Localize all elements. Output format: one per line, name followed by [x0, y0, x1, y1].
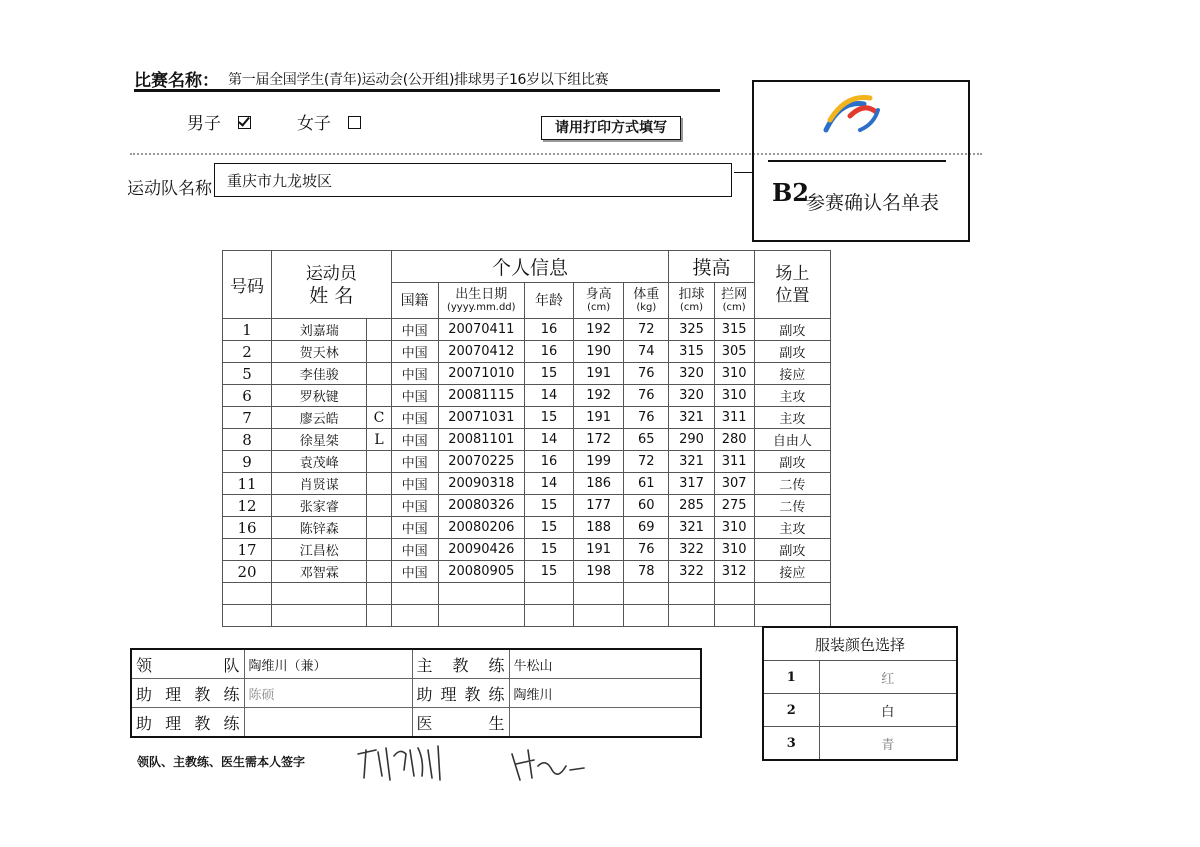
uniform-color-value: 青: [819, 727, 957, 761]
header-birth-label: 出生日期: [455, 287, 508, 302]
label-char: 主: [416, 655, 433, 675]
cell-weight: 65: [624, 429, 669, 451]
cell-role: [367, 451, 391, 473]
cell-spike: 315: [669, 341, 714, 363]
cell-height: 191: [574, 363, 624, 385]
uniform-color-table: [762, 626, 958, 761]
cell-number: 8: [223, 429, 272, 451]
uniform-color-title: 服装颜色选择: [763, 627, 957, 661]
uniform-color-row[interactable]: [763, 661, 957, 694]
cell-block: 312: [714, 561, 754, 583]
cell-block: 315: [714, 319, 754, 341]
empty-cell[interactable]: [438, 605, 524, 627]
cell-birth: 20080326: [438, 495, 524, 517]
form-id-box: [752, 80, 970, 242]
header-height: [574, 283, 624, 319]
leader-label: [131, 649, 244, 679]
uniform-color-row[interactable]: [763, 727, 957, 761]
empty-cell[interactable]: [574, 605, 624, 627]
label-char: 理: [165, 684, 182, 704]
empty-cell[interactable]: [367, 583, 391, 605]
cell-number: 16: [223, 517, 272, 539]
player-row: [223, 451, 831, 473]
cell-age: 15: [524, 517, 573, 539]
doctor-label: [412, 708, 509, 738]
cell-spike: 320: [669, 363, 714, 385]
cell-spike: 322: [669, 561, 714, 583]
cell-block: 311: [714, 407, 754, 429]
header-block-label: 拦网: [721, 287, 748, 302]
cell-weight: 61: [624, 473, 669, 495]
cell-height: 186: [574, 473, 624, 495]
cell-position: 副攻: [754, 539, 830, 561]
label-char: 领: [136, 655, 153, 675]
cell-name: 罗秋键: [272, 385, 367, 407]
cell-height: 190: [574, 341, 624, 363]
assistant1-label-text: [136, 682, 240, 705]
cell-height: 198: [574, 561, 624, 583]
cell-role: [367, 341, 391, 363]
cell-nationality: 中国: [391, 341, 438, 363]
cell-position: 接应: [754, 561, 830, 583]
team-name-label: 运动队名称: [127, 179, 212, 199]
label-char: 助: [136, 713, 153, 733]
cell-block: 310: [714, 385, 754, 407]
header-weight-unit: (kg): [636, 302, 657, 313]
cell-age: 16: [524, 341, 573, 363]
cell-number: 7: [223, 407, 272, 429]
uniform-color-body: [763, 661, 957, 761]
cell-nationality: 中国: [391, 451, 438, 473]
cell-nationality: 中国: [391, 473, 438, 495]
label-char: 练: [223, 713, 240, 733]
assistant2-label-text: [417, 682, 505, 705]
empty-cell[interactable]: [754, 583, 830, 605]
header-position: [754, 251, 830, 319]
cell-nationality: 中国: [391, 385, 438, 407]
header-block-unit: (cm): [722, 302, 746, 313]
cell-role: [367, 385, 391, 407]
cell-position: 接应: [754, 363, 830, 385]
empty-cell[interactable]: [223, 605, 272, 627]
staff-table: [130, 648, 702, 738]
cell-birth: 20070411: [438, 319, 524, 341]
signature-note: 领队、主教练、医生需本人签字: [137, 755, 306, 769]
cell-age: 16: [524, 451, 573, 473]
form-title: 参赛确认名单表: [806, 192, 940, 214]
label-char: 生: [488, 713, 505, 733]
team-name-field[interactable]: 重庆市九龙坡区: [214, 163, 732, 197]
cell-age: 14: [524, 385, 573, 407]
head-coach-label: [412, 649, 509, 679]
cell-role: [367, 319, 391, 341]
cell-birth: 20081101: [438, 429, 524, 451]
player-row: [223, 429, 831, 451]
cell-birth: 20071031: [438, 407, 524, 429]
header-athlete-line2: 姓 名: [309, 284, 354, 307]
cell-age: 14: [524, 429, 573, 451]
cell-number: 5: [223, 363, 272, 385]
header-height-unit: (cm): [587, 302, 611, 313]
cell-block: 307: [714, 473, 754, 495]
cell-position: 自由人: [754, 429, 830, 451]
empty-cell[interactable]: [669, 583, 714, 605]
label-char: 教: [464, 684, 481, 704]
player-row: [223, 561, 831, 583]
cell-birth: 20071010: [438, 363, 524, 385]
cell-name: 徐星桀: [272, 429, 367, 451]
player-row: [223, 363, 831, 385]
header-nationality: 国籍: [391, 283, 438, 319]
cell-age: 15: [524, 495, 573, 517]
competition-label: 比赛名称：: [134, 71, 219, 91]
head-coach-label-text: [417, 653, 505, 676]
cell-spike: 290: [669, 429, 714, 451]
label-char: 教: [194, 684, 211, 704]
label-char: 教: [194, 713, 211, 733]
female-checkbox-icon[interactable]: [348, 116, 361, 129]
gender-female-option[interactable]: [297, 109, 361, 134]
empty-cell[interactable]: [367, 605, 391, 627]
header-weight-label: 体重: [633, 287, 660, 302]
cell-spike: 321: [669, 451, 714, 473]
empty-cell[interactable]: [272, 583, 367, 605]
player-row: [223, 517, 831, 539]
header-position-line2: 位置: [775, 285, 810, 306]
cell-role: [367, 561, 391, 583]
assistant3-label: [131, 708, 244, 738]
cell-spike: 320: [669, 385, 714, 407]
empty-cell[interactable]: [391, 583, 438, 605]
team-connector-line: [734, 172, 752, 173]
header-weight: [624, 283, 669, 319]
handwritten-signature-icon: [352, 740, 592, 788]
cell-position: 主攻: [754, 385, 830, 407]
empty-cell[interactable]: [272, 605, 367, 627]
cell-age: 15: [524, 561, 573, 583]
cell-nationality: 中国: [391, 407, 438, 429]
cell-name: 李佳骏: [272, 363, 367, 385]
header-personal-info: 个人信息: [391, 251, 669, 283]
assistant1-label: [131, 679, 244, 708]
cell-name: 陈锌森: [272, 517, 367, 539]
cell-age: 15: [524, 363, 573, 385]
cell-block: 310: [714, 539, 754, 561]
player-row: [223, 319, 831, 341]
header-position-line1: 场上: [775, 263, 810, 284]
cell-height: 191: [574, 539, 624, 561]
header-age: 年龄: [524, 283, 573, 319]
cell-birth: 20070225: [438, 451, 524, 473]
leader-label-text: [136, 653, 240, 676]
print-instruction: 请用打印方式填写: [541, 116, 681, 140]
gender-male-label: 男子: [187, 114, 221, 134]
cell-height: 188: [574, 517, 624, 539]
cell-number: 6: [223, 385, 272, 407]
cell-weight: 78: [624, 561, 669, 583]
empty-row: [223, 605, 831, 627]
cell-name: 贺天林: [272, 341, 367, 363]
uniform-color-index: 1: [763, 661, 819, 694]
header-block: [714, 283, 754, 319]
cell-age: 16: [524, 319, 573, 341]
empty-cell[interactable]: [624, 583, 669, 605]
cell-number: 9: [223, 451, 272, 473]
label-char: 练: [488, 684, 505, 704]
empty-cell[interactable]: [624, 605, 669, 627]
label-char: 理: [440, 684, 457, 704]
header-athlete-line1: 运动员: [305, 263, 357, 284]
header-height-label: 身高: [585, 287, 612, 302]
uniform-color-value: 红: [819, 661, 957, 694]
uniform-color-index: 3: [763, 727, 819, 761]
cell-position: 副攻: [754, 341, 830, 363]
empty-cell[interactable]: [524, 605, 573, 627]
cell-position: 二传: [754, 495, 830, 517]
header-spike-unit: (cm): [679, 302, 703, 313]
cell-number: 1: [223, 319, 272, 341]
cell-weight: 76: [624, 407, 669, 429]
cell-role: C: [367, 407, 391, 429]
player-row: [223, 341, 831, 363]
cell-block: 310: [714, 517, 754, 539]
cell-number: 17: [223, 539, 272, 561]
cell-height: 191: [574, 407, 624, 429]
roster-body: [223, 319, 831, 627]
cell-name: 肖贤谋: [272, 473, 367, 495]
assistant2-label: [412, 679, 509, 708]
cell-role: [367, 363, 391, 385]
cell-role: [367, 473, 391, 495]
cell-block: 305: [714, 341, 754, 363]
cell-position: 主攻: [754, 517, 830, 539]
competition-underline: [134, 89, 720, 92]
cell-number: 20: [223, 561, 272, 583]
cell-name: 袁茂峰: [272, 451, 367, 473]
empty-cell[interactable]: [714, 583, 754, 605]
cell-weight: 72: [624, 319, 669, 341]
cell-age: 15: [524, 407, 573, 429]
cell-name: 张家睿: [272, 495, 367, 517]
cell-weight: 76: [624, 363, 669, 385]
cell-name: 邓智霖: [272, 561, 367, 583]
cell-nationality: 中国: [391, 561, 438, 583]
cell-spike: 285: [669, 495, 714, 517]
cell-nationality: 中国: [391, 319, 438, 341]
label-char: 助: [136, 684, 153, 704]
games-logo-icon: [820, 90, 884, 138]
gender-male-option[interactable]: [187, 109, 251, 134]
player-row: [223, 539, 831, 561]
label-char: 助: [416, 684, 433, 704]
cell-birth: 20080206: [438, 517, 524, 539]
cell-weight: 76: [624, 539, 669, 561]
header-number: 号码: [223, 251, 272, 319]
header-birth: [438, 283, 524, 319]
assistant3-field[interactable]: [244, 708, 412, 738]
empty-cell[interactable]: [438, 583, 524, 605]
header-spike-label: 扣球: [678, 287, 705, 302]
cell-weight: 72: [624, 451, 669, 473]
cell-position: 副攻: [754, 319, 830, 341]
assistant1-field[interactable]: 陈硕: [244, 679, 412, 708]
cell-age: 15: [524, 539, 573, 561]
cell-height: 177: [574, 495, 624, 517]
cell-block: 311: [714, 451, 754, 473]
cell-position: 副攻: [754, 451, 830, 473]
empty-cell[interactable]: [669, 605, 714, 627]
header-birth-format: (yyyy.mm.dd): [446, 302, 516, 313]
cell-name: 刘嘉瑞: [272, 319, 367, 341]
cell-height: 172: [574, 429, 624, 451]
label-char: 教: [452, 655, 469, 675]
competition-name: 第一届全国学生(青年)运动会(公开组)排球男子16岁以下组比赛: [228, 72, 609, 88]
doctor-label-text: [417, 711, 505, 734]
uniform-color-value: 白: [819, 694, 957, 727]
cell-spike: 317: [669, 473, 714, 495]
empty-cell[interactable]: [754, 605, 830, 627]
head-coach-field[interactable]: 牛松山: [509, 649, 701, 679]
empty-cell[interactable]: [714, 605, 754, 627]
cell-height: 199: [574, 451, 624, 473]
cell-number: 11: [223, 473, 272, 495]
header-athlete: [272, 251, 391, 319]
cell-birth: 20080905: [438, 561, 524, 583]
form-code: B2: [772, 178, 809, 207]
doctor-field[interactable]: [509, 708, 701, 738]
cell-number: 2: [223, 341, 272, 363]
cell-birth: 20070412: [438, 341, 524, 363]
cell-spike: 321: [669, 517, 714, 539]
player-row: [223, 407, 831, 429]
cell-role: [367, 539, 391, 561]
cell-role: [367, 517, 391, 539]
cell-name: 江昌松: [272, 539, 367, 561]
assistant2-field[interactable]: 陶维川: [509, 679, 701, 708]
cell-birth: 20090426: [438, 539, 524, 561]
leader-field[interactable]: 陶维川（兼）: [244, 649, 412, 679]
player-row: [223, 473, 831, 495]
cell-weight: 74: [624, 341, 669, 363]
cell-block: 280: [714, 429, 754, 451]
cell-birth: 20081115: [438, 385, 524, 407]
cell-block: 310: [714, 363, 754, 385]
uniform-color-index: 2: [763, 694, 819, 727]
empty-cell[interactable]: [223, 583, 272, 605]
cell-height: 192: [574, 319, 624, 341]
label-char: 队: [223, 655, 240, 675]
cell-birth: 20090318: [438, 473, 524, 495]
roster-table: [222, 250, 831, 627]
label-char: 练: [488, 655, 505, 675]
empty-cell[interactable]: [524, 583, 573, 605]
cell-weight: 69: [624, 517, 669, 539]
cell-position: 主攻: [754, 407, 830, 429]
cell-nationality: 中国: [391, 539, 438, 561]
uniform-color-row[interactable]: [763, 694, 957, 727]
cell-name: 廖云皓: [272, 407, 367, 429]
empty-cell[interactable]: [391, 605, 438, 627]
header-spike: [669, 283, 714, 319]
cell-age: 14: [524, 473, 573, 495]
cell-spike: 325: [669, 319, 714, 341]
empty-row: [223, 583, 831, 605]
cell-number: 12: [223, 495, 272, 517]
gender-female-label: 女子: [297, 114, 331, 134]
cell-nationality: 中国: [391, 429, 438, 451]
assistant3-label-text: [136, 711, 240, 734]
cell-role: [367, 495, 391, 517]
empty-cell[interactable]: [574, 583, 624, 605]
header-reach: 摸高: [669, 251, 754, 283]
cell-weight: 60: [624, 495, 669, 517]
label-char: 医: [416, 713, 433, 733]
male-checkbox-icon[interactable]: [238, 116, 251, 129]
label-char: 理: [165, 713, 182, 733]
cell-nationality: 中国: [391, 517, 438, 539]
label-char: 练: [223, 684, 240, 704]
player-row: [223, 385, 831, 407]
cell-weight: 76: [624, 385, 669, 407]
cell-nationality: 中国: [391, 495, 438, 517]
cell-spike: 321: [669, 407, 714, 429]
cell-position: 二传: [754, 473, 830, 495]
player-row: [223, 495, 831, 517]
cell-role: L: [367, 429, 391, 451]
cell-block: 275: [714, 495, 754, 517]
cell-nationality: 中国: [391, 363, 438, 385]
cell-height: 192: [574, 385, 624, 407]
form-box-rule: [768, 160, 946, 162]
cell-spike: 322: [669, 539, 714, 561]
